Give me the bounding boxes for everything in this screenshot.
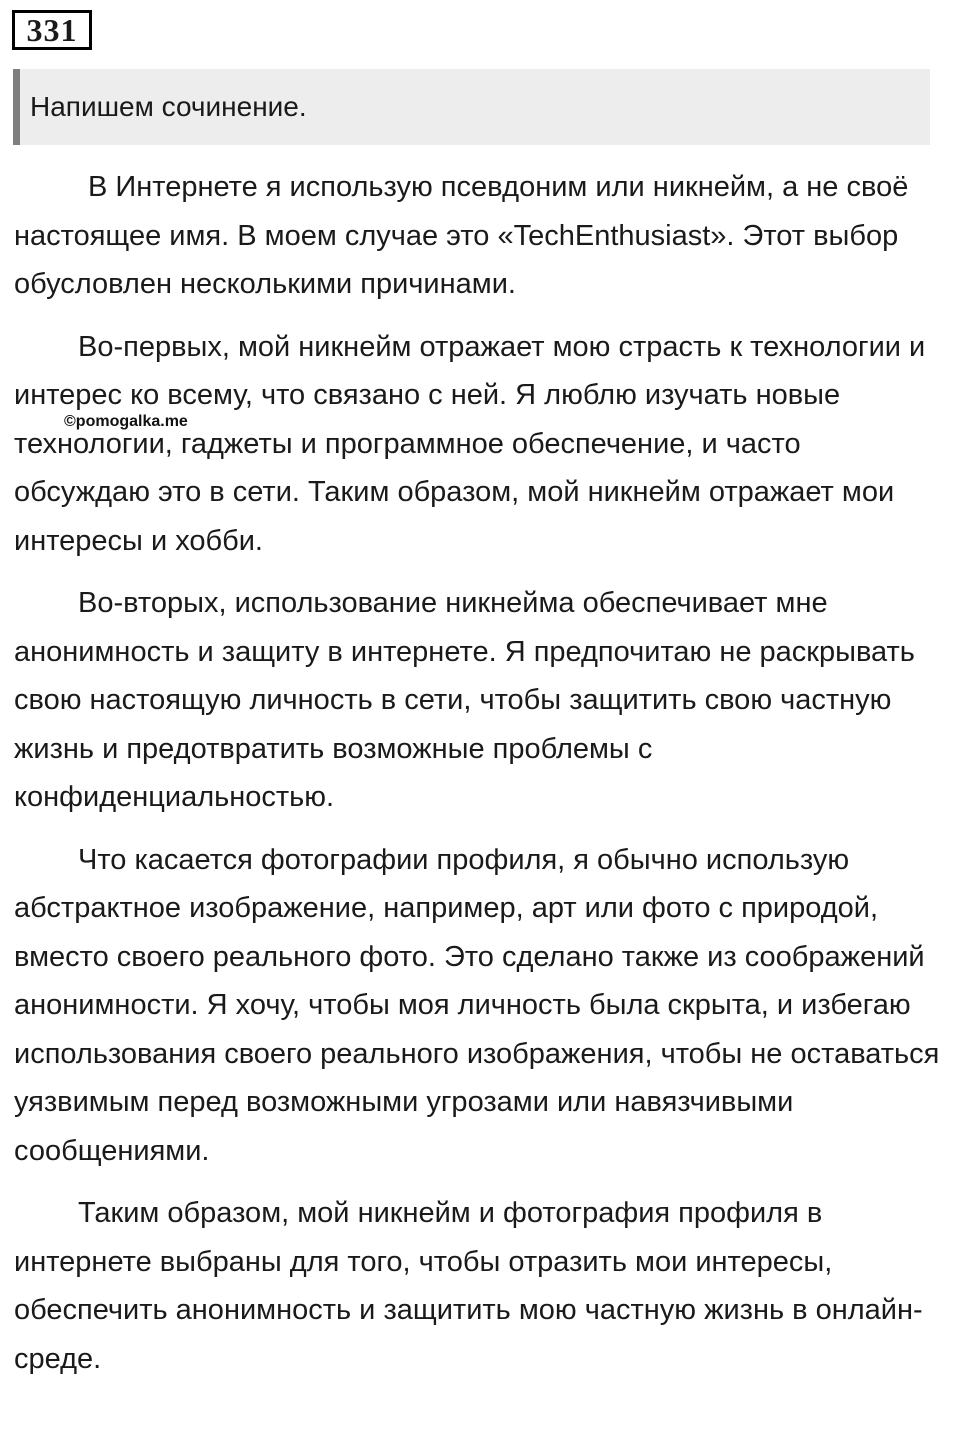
watermark: ©pomogalka.me	[64, 413, 188, 430]
essay-paragraph-5: Таким образом, мой никнейм и фотография профиля в интернете выбраны для того, чтобы отразить мои интересы, обеспечить анонимность и защитить мою частную жизнь в онлайн-среде.	[14, 1197, 923, 1375]
essay-body	[14, 163, 942, 1397]
task-number-box	[12, 10, 92, 50]
task-number: 331	[26, 12, 78, 48]
essay-paragraph-4: Что касается фотографии профиля, я обычно использую абстрактное изображение, например, арт или фото с природой, вместо своего реального фото. Это сделано также из соображений анонимности. Я хочу, чтобы моя личность была скрыта, и избегаю использования своего реального изображения, чтобы не оставаться уязвимым перед возможными угрозами или навязчивыми сообщениями.	[14, 843, 940, 1167]
essay-paragraph-2: Во-первых, мой никнейм отражает мою страсть к технологии и интерес ко всему, что связано с ней. Я люблю изучать новые технологии, гаджеты и программное обеспечение, и часто обсуждаю это в сети. Таким образом, мой никнейм отражает мои интересы и хобби.	[14, 330, 926, 557]
essay-paragraph-3: Во-вторых, использование никнейма обеспечивает мне анонимность и защиту в интернете. Я предпочитаю не раскрывать свою настоящую личность в сети, чтобы защитить свою частную жизнь и предотвратить возможные проблемы с конфиденциальностью.	[14, 587, 915, 813]
essay-paragraph-1: В Интернете я использую псевдоним или никнейм, а не своё настоящее имя. В моем случае это «TechEnthusiast». Этот выбор обусловлен несколькими причинами.	[14, 171, 909, 300]
section-title: Напишем сочинение.	[30, 91, 307, 122]
section-header	[13, 69, 930, 145]
